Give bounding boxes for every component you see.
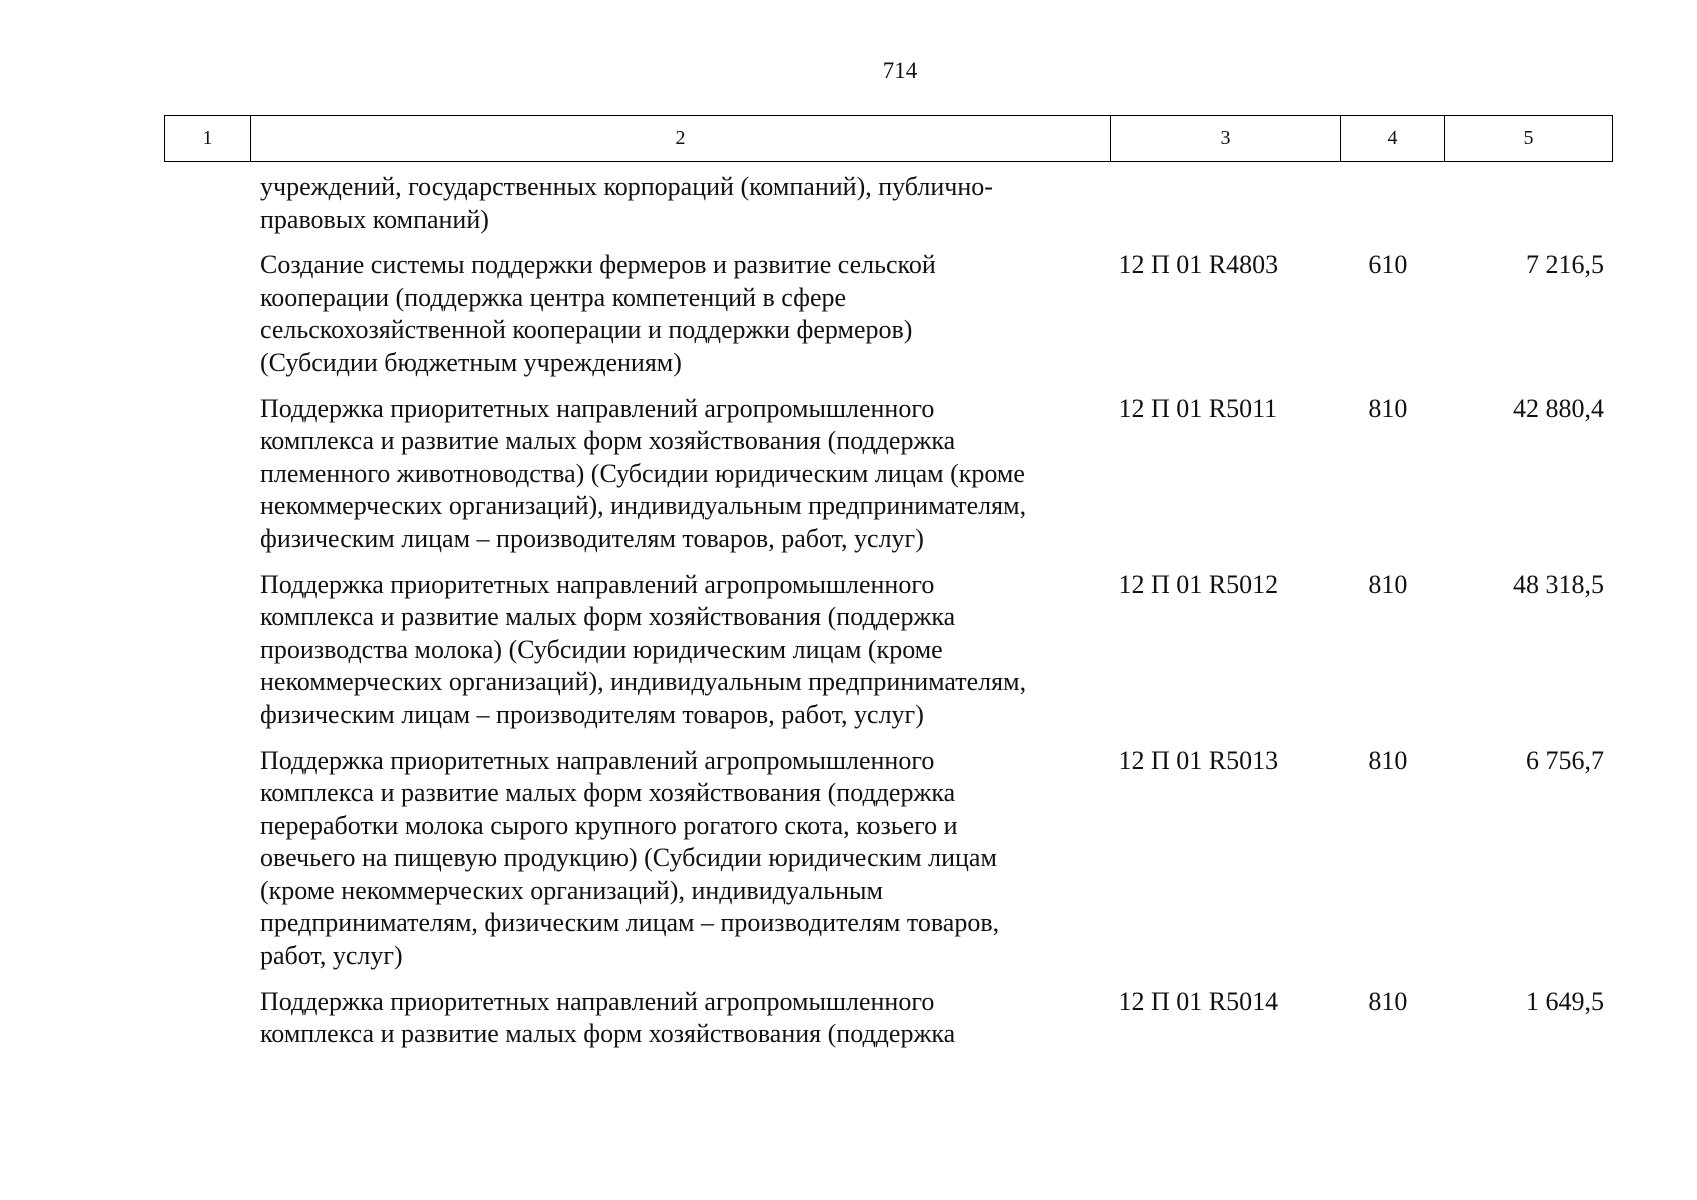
row-description: учреждений, государственных корпораций (компаний), публично- правовых компаний) — [260, 172, 993, 234]
table-header — [164, 115, 1613, 162]
table-row — [164, 745, 1612, 973]
row-amount: 7 216,5 — [1526, 250, 1604, 280]
row-description: Поддержка приоритетных направлений агропромышленного комплекса и развитие малых форм хозяйствования (поддержка переработки молока сырого крупного рогатого скота, козьего и овечьего на пищевую продукцию) (Субсидии юридическим лицам (кроме некоммерческих организаций), индивидуальным предпринимателям, физическим лицам – производителям товаров, работ, услуг) — [260, 745, 1000, 971]
table-header-row — [165, 116, 1613, 162]
table-row — [164, 569, 1612, 732]
row-description: Поддержка приоритетных направлений агропромышленного комплекса и развитие малых форм хозяйствования (поддержка производства молока) (Субсидии юридическим лицам (кроме некоммерческих организаций), индивидуальным предпринимателям, физическим лицам – производителям товаров, работ, услуг) — [260, 569, 1027, 729]
row-code: 12 П 01 R5012 — [1118, 569, 1279, 599]
row-amount: 48 318,5 — [1513, 569, 1604, 599]
row-expense-type: 810 — [1368, 745, 1408, 775]
table-row — [164, 393, 1612, 556]
row-expense-type: 810 — [1368, 569, 1408, 599]
row-expense-type: 810 — [1368, 393, 1408, 423]
row-description: Поддержка приоритетных направлений агропромышленного комплекса и развитие малых форм хозяйствования (поддержка — [260, 986, 956, 1049]
table-row — [164, 986, 1612, 1051]
column-header-4: 4 — [1341, 116, 1445, 162]
row-description: Поддержка приоритетных направлений агропромышленного комплекса и развитие малых форм хозяйствования (поддержка племенного животноводства) (Субсидии юридическим лицам (кроме некоммерческих организаций), индивидуальным предпринимателям, физическим лицам – производителям товаров, работ, услуг) — [260, 393, 1027, 553]
column-header-2: 2 — [251, 116, 1111, 162]
row-amount: 6 756,7 — [1526, 745, 1604, 775]
table-body — [164, 171, 1612, 1064]
row-amount: 42 880,4 — [1513, 393, 1604, 423]
column-header-1: 1 — [165, 116, 251, 162]
row-code: 12 П 01 R5013 — [1118, 745, 1279, 775]
table-row — [164, 171, 1612, 236]
row-code: 12 П 01 R5011 — [1118, 393, 1278, 423]
row-code: 12 П 01 R4803 — [1118, 250, 1279, 280]
column-header-5: 5 — [1445, 116, 1613, 162]
column-header-3: 3 — [1111, 116, 1341, 162]
row-expense-type: 610 — [1368, 250, 1408, 280]
row-description: Создание системы поддержки фермеров и развитие сельской кооперации (поддержка центра компетенций в сфере сельскохозяйственной кооперации и поддержки фермеров) (Субсидии бюджетным учреждениям) — [260, 250, 936, 377]
row-amount: 1 649,5 — [1526, 986, 1604, 1016]
page-number: 714 — [882, 58, 918, 83]
row-code: 12 П 01 R5014 — [1118, 986, 1279, 1016]
table-row — [164, 249, 1612, 379]
row-expense-type: 810 — [1368, 986, 1408, 1016]
